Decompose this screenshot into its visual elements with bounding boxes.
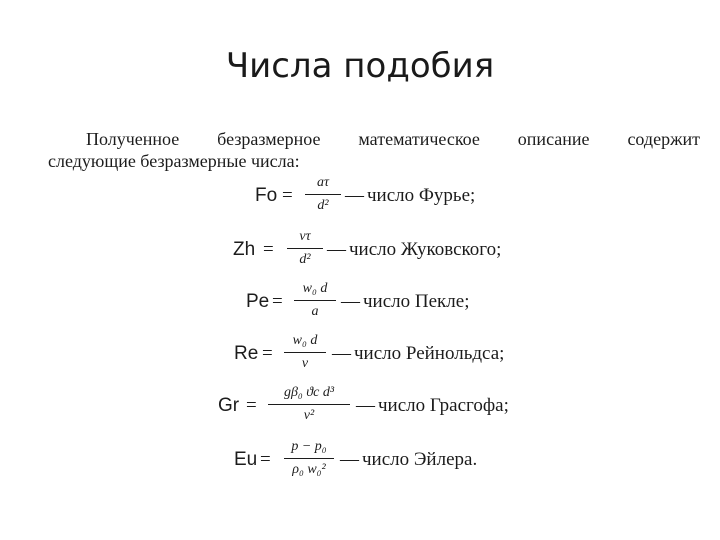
formula-description <box>340 449 477 471</box>
fraction <box>305 174 341 215</box>
formula-name: число Эйлера. <box>362 449 478 470</box>
numerator: ντ <box>299 229 311 244</box>
dash: — <box>341 291 360 312</box>
intro-line-1: Полученное безразмерное математическое описание содержит <box>86 129 700 149</box>
formula-name: число Фурье; <box>367 185 476 206</box>
equals-sign: = <box>260 449 271 470</box>
fraction <box>284 332 326 373</box>
dash: — <box>332 343 351 364</box>
formula-description <box>356 395 509 417</box>
formula-symbol: Re <box>234 343 259 364</box>
formula-name: число Пекле; <box>363 291 470 312</box>
numerator: w₀ d <box>302 281 328 296</box>
formula-name: число Жуковского; <box>349 239 502 260</box>
equals-sign: = <box>272 291 283 312</box>
formula-name: число Рейнольдса; <box>354 343 505 364</box>
intro-line-2: следующие безразмерные числа: <box>48 151 300 171</box>
fraction <box>294 280 336 321</box>
formula-symbol: Zh <box>233 239 256 260</box>
numerator: aτ <box>316 175 329 190</box>
fraction-bar <box>284 458 334 459</box>
fraction <box>284 438 334 479</box>
fraction-bar <box>305 194 341 195</box>
formula-symbol: Pe <box>246 291 270 312</box>
dash: — <box>356 395 375 416</box>
numerator: gβ₀ ϑc d³ <box>283 385 335 400</box>
equals-sign: = <box>282 185 293 206</box>
slide-title: Числа подобия <box>225 46 495 86</box>
denominator: ν² <box>303 408 315 423</box>
fraction-bar <box>287 248 323 249</box>
equals-sign: = <box>262 343 273 364</box>
formula-description <box>332 343 504 365</box>
denominator: a <box>311 304 319 319</box>
fraction <box>268 384 350 425</box>
fraction <box>287 228 323 269</box>
equals-sign: = <box>246 395 257 416</box>
intro-paragraph <box>48 128 700 172</box>
formula-description <box>341 291 469 313</box>
denominator: ν <box>301 356 309 371</box>
fraction-bar <box>268 404 350 405</box>
denominator: ρ₀ w₀² <box>292 462 326 477</box>
scanned-text-block <box>48 122 708 492</box>
formula-symbol: Gr <box>218 395 240 416</box>
dash: — <box>340 449 359 470</box>
formula-symbol: Eu <box>234 449 258 470</box>
fraction-bar <box>284 352 326 353</box>
formula-description <box>327 239 501 261</box>
fraction-bar <box>294 300 336 301</box>
denominator: d² <box>317 198 329 213</box>
formula-description <box>345 185 475 207</box>
dash: — <box>345 185 364 206</box>
dash: — <box>327 239 346 260</box>
numerator: p − p₀ <box>291 439 327 454</box>
denominator: d² <box>299 252 311 267</box>
formula-symbol: Fo <box>255 185 278 206</box>
equals-sign: = <box>263 239 274 260</box>
numerator: w₀ d <box>292 333 318 348</box>
formula-name: число Грасгофа; <box>378 395 509 416</box>
